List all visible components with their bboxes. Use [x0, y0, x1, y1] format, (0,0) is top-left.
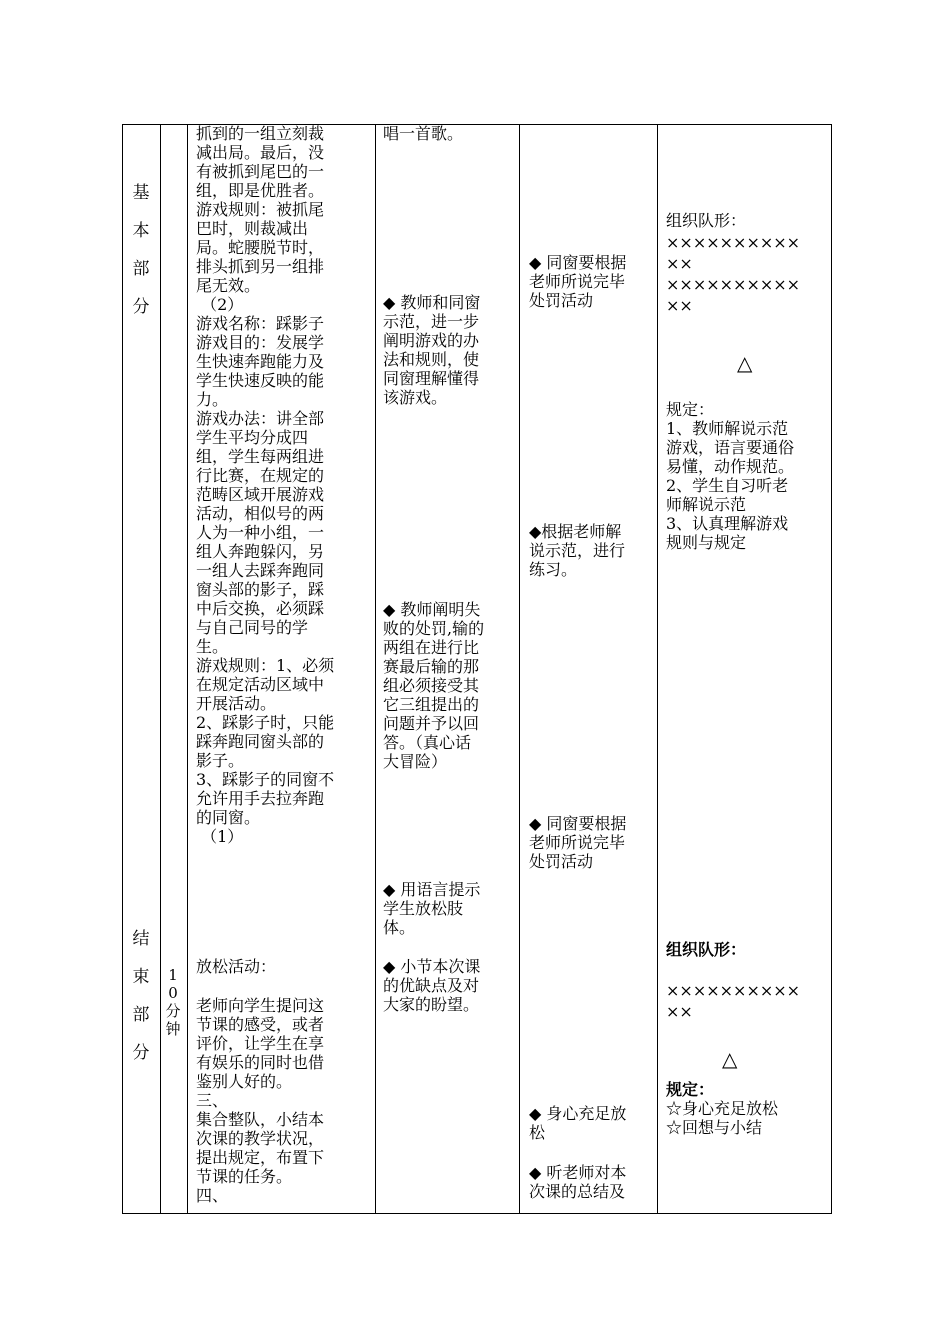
column-divider — [375, 125, 376, 1213]
teacher-demo: ◆ 教师和同窗 示范，进一步 阐明游戏的办 法和规则，使 同窗理解懂得 该游戏。 — [383, 293, 481, 407]
section-label-end: 结 束 部 分 — [132, 929, 150, 1063]
formation-rows-2: ×××××××××× ×× — [666, 981, 801, 1021]
teacher-relax-hint: ◆ 用语言提示 学生放松肢 体。 — [383, 880, 481, 937]
content-end: 老师向学生提问这 节课的感受，或者 评价，让学生在享 有娱乐的同时也借 鉴别人好的。 三、 集合整队，小结本 次课的教学状况， 提出规定，布置下 节课的任务。 四、 — [196, 996, 325, 1205]
rules-2-label: 规定： — [666, 1080, 715, 1099]
teacher-top-text: 唱一首歌。 — [383, 124, 464, 143]
triangle-icon: △ — [722, 1047, 738, 1071]
student-activity-a: ◆ 同窗要根据 老师所说完毕 处罚活动 — [529, 253, 627, 310]
formation-rows-1: ×××××××××× ×× ×××××××××× ×× — [666, 233, 801, 315]
content-basic: 抓到的一组立刻裁 减出局。最后，没 有被抓到尾巴的一 组，即是优胜者。 游戏规则：被抓尾 巴时，则裁减出 局。蛇腰脱节时， 排头抓到另一组排 尾无效。 （2） 游戏名称：踩影子 游戏目的：发展学 生快速奔跑能力及 学生快速反映的能 力。 游戏办法：讲全部 学生平均分成四 组，学生每两组进 行比赛，在规定的 范畴区域开展游戏 活动，相似号的两 人为一种小组，一 组人奔跑躲闪，另 一组人去踩奔跑同 窗头部的影子，踩 中后交换，必须踩 与自己同号的学 生。 游戏规则：1、必须 在规定活动区域中 开展活动。 2、踩影子时，只能 踩奔跑同窗头部的 影子。 3、踩影子的同窗不 允许用手去拉奔跑 的同窗。 （1） — [196, 124, 335, 846]
formation-label-1: 组织队形： — [666, 211, 747, 230]
triangle-icon: △ — [737, 351, 753, 375]
column-divider — [187, 125, 188, 1213]
formation-label-2: 组织队形： — [666, 940, 747, 959]
student-activity-e: ◆ 听老师对本 次课的总结及 — [529, 1163, 627, 1201]
rules-1: 规定： 1、教师解说示范 游戏，语言要通俗 易懂，动作规范。 2、学生自习听老 师解说示范 3、认真理解游戏 规则与规定 — [666, 400, 795, 552]
student-activity-c: ◆ 同窗要根据 老师所说完毕 处罚活动 — [529, 814, 627, 871]
teacher-penalty: ◆ 教师阐明失 败的处罚,输的 两组在进行比 赛最后输的那 组必须接受其 它三组提出的 问题并予以回 答。（真心话 大冒险） — [383, 600, 485, 771]
teacher-summary: ◆ 小节本次课 的优缺点及对 大家的盼望。 — [383, 957, 481, 1014]
rules-2: ☆身心充足放松 ☆回想与小结 — [666, 1099, 779, 1137]
student-activity-b: ◆根据老师解 说示范，进行 练习。 — [529, 522, 626, 579]
time-label: 1 0 分 钟 — [165, 966, 181, 1038]
relax-activity-title: 放松活动： — [196, 957, 277, 976]
section-label-basic: 基 本 部 分 — [132, 183, 150, 317]
column-divider — [160, 125, 161, 1213]
column-divider — [657, 125, 658, 1213]
column-divider — [519, 125, 520, 1213]
student-activity-d: ◆ 身心充足放 松 — [529, 1104, 627, 1142]
